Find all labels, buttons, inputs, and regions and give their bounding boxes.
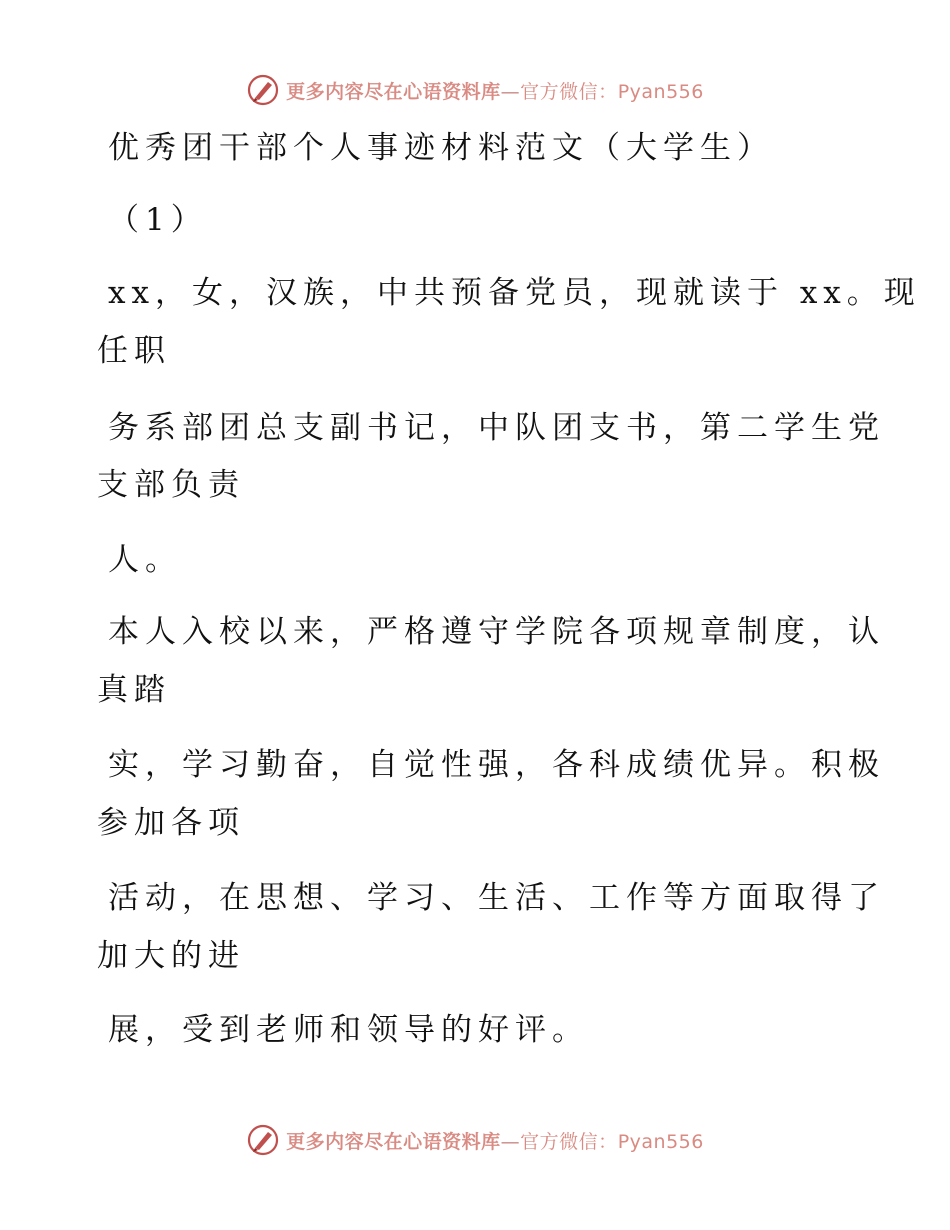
text-line: 务系部团总支副书记，中队团支书，第二学生党 (108, 410, 885, 446)
watermark-separator: — (500, 1130, 521, 1153)
text-line: xx，女，汉族，中共预备党员，现就读于 xx。现 (108, 275, 921, 311)
watermark-text (286, 1127, 704, 1154)
header-watermark (0, 70, 950, 110)
watermark-site-text: 更多内容尽在心语资料库 (286, 1130, 501, 1153)
text-line: 支部负责 (97, 467, 245, 503)
watermark-wechat-id: Pyan556 (617, 1130, 704, 1153)
text-line: 实，学习勤奋，自觉性强，各科成绩优异。积极 (108, 747, 885, 783)
section-number: （1） (108, 202, 208, 238)
text-line: 本人入校以来，严格遵守学院各项规章制度，认 (108, 614, 885, 650)
text-line: 加大的进 (97, 938, 245, 974)
pen-logo-icon (246, 1123, 280, 1157)
text-line: 参加各项 (97, 805, 245, 841)
footer-watermark (0, 1120, 950, 1160)
watermark-text (286, 77, 704, 104)
document-title: 优秀团干部个人事迹材料范文（大学生） (108, 130, 774, 166)
watermark-wechat-id: Pyan556 (617, 80, 704, 103)
text-line: 展，受到老师和领导的好评。 (108, 1012, 589, 1048)
watermark-separator: — (500, 80, 521, 103)
text-line: 真踏 (97, 672, 171, 708)
text-line: 任职 (97, 333, 171, 369)
watermark-wechat-label: 官方微信： (520, 80, 618, 103)
pen-logo-icon (246, 73, 280, 107)
watermark-site-text: 更多内容尽在心语资料库 (286, 80, 501, 103)
text-line: 人。 (108, 542, 182, 578)
text-line: 活动，在思想、学习、生活、工作等方面取得了 (108, 880, 885, 916)
watermark-wechat-label: 官方微信： (520, 1130, 618, 1153)
